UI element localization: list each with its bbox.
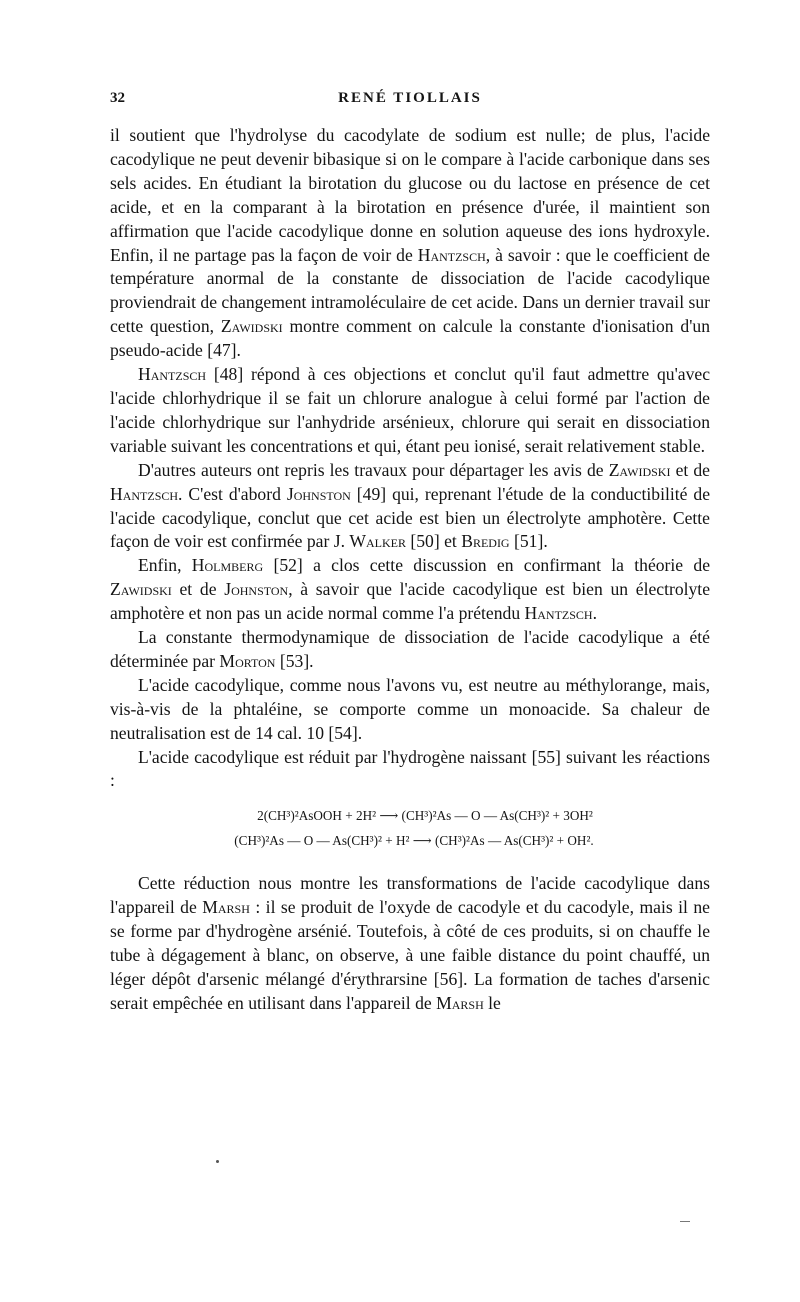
author-name: Zawidski [220,316,283,337]
page-mark [680,1221,690,1222]
author-name: Marsh [202,897,250,918]
author-name: Holmberg [191,555,264,576]
paragraph [110,746,710,794]
text-run: il soutient que l'hydrolyse du cacodylate de sodium est nulle; de plus, l'acide cacodylique ne peut devenir bibasique si on le compare à l'acide carbonique dans ses sels acides. En étudiant la birotation du glucose ou du lactose en présence de cet acide, et en la comparant à la birotation en présence d'urée, il maintient son affirmation que l'acide cacodylique donne en solution aqueuse des ions hydroxyle. Enfin, il ne partage pas la façon de voir de [110,125,710,265]
author-name: Hantzsch [417,244,486,265]
text-run: : il se produit de l'oxyde de cacodyle et du cacodyle, mais il ne se forme par d'hydrogène arsénié. Toutefois, à côté de ces produits, si on chauffe le tube à dégagement à blanc, on observe, à une faible distance du point chauffé, un léger dépôt d'arsenic mélangé d'érythrarsine [56]. La formation de taches d'arsenic serait empêchée en utilisant dans l'appareil de [110,897,710,1013]
author-name: Morton [219,650,276,671]
body-text [110,124,710,1016]
text-run: [50] et [405,531,462,552]
text-run: [48] répond à ces objections et conclut qu'il faut admettre qu'avec l'acide chlorhydrique il se fait un chlorure analogue à celui formé par l'action de l'acide chlorhydrique sur l'anhydride arsénieux, chlorure qui serait en dissociation variable suivant les concentrations et qui, étant peu ionisé, serait relativement stable. [110,364,710,456]
author-name: Hantzsch [110,483,179,504]
text-run: et de [670,459,710,480]
paragraph [110,554,710,626]
reaction-equation-1: 2(CH³)²AsOOH + 2H² ⟶ (CH³)²As — O — As(CH³)² + 3OH² [257,808,593,824]
author-name: Johnston [286,483,351,504]
author-name: Johnston [224,579,289,600]
text-run: [51]. [509,531,548,552]
text-run: , à savoir : que le coefficient de température anormal de la constante de dissociation de l'acide cacodylique proviendrait de changement intramoléculaire de cet acide. Dans un dernier travail sur cette question, [110,244,710,337]
text-run: [49] qui, reprenant l'étude de la conductibilité de l'acide cacodylique, conclut que cet acide est bien un électrolyte amphotère. Cette façon de voir est confirmée par J. [110,483,711,552]
author-name: Marsh [436,992,484,1013]
text-run: . C'est d'abord [178,483,287,504]
paragraph [110,626,710,674]
text-run: Cette réduction nous montre les transformations de l'acide cacodylique dans l'appareil de [110,873,710,918]
author-name: Hantzsch [524,603,593,624]
page-number: 32 [110,90,125,106]
paragraph [110,674,710,746]
page-header [110,90,710,120]
paragraph [110,459,710,555]
text-run: La constante thermodynamique de dissociation de l'acide cacodylique a été déterminée par [110,627,710,671]
reaction-equations [110,803,710,853]
author-name: Zawidski [608,459,671,480]
text-run: [53]. [275,650,314,671]
running-head: RENÉ TIOLLAIS [338,90,482,106]
author-name: Zawidski [110,579,172,600]
text-run: le [483,992,501,1013]
paragraph [110,124,710,363]
text-run: Enfin, [138,555,192,576]
text-run: , à savoir que l'acide cacodylique est bien un électrolyte amphotère et non pas un acide normal comme l'a prétendu [110,579,711,624]
paragraph [110,363,710,459]
text-run: D'autres auteurs ont repris les travaux pour départager les avis de [138,459,609,480]
author-name: Bredig [461,531,510,552]
text-run: montre comment on calcule la constante d'ionisation d'un pseudo-acide [47]. [110,316,710,361]
text-run: et de [171,579,225,600]
text-run: [52] a clos cette discussion en confirmant la théorie de [263,555,710,576]
author-name: Hantzsch [138,364,207,385]
author-name: Walker [349,531,406,552]
page-speck [216,1160,219,1163]
reaction-equation-2: (CH³)²As — O — As(CH³)² + H² ⟶ (CH³)²As — As(CH³)² + OH². [234,833,594,849]
text-run: . [592,603,597,624]
text-run: L'acide cacodylique, comme nous l'avons vu, est neutre au méthylorange, mais, vis-à-vis de la phtaléine, se comporte comme un monoacide. Sa chaleur de neutralisation est de 14 cal. 10 [54]. [110,674,710,743]
paragraph [110,872,710,1015]
text-run: L'acide cacodylique est réduit par l'hydrogène naissant [55] suivant les réactions : [110,746,710,791]
